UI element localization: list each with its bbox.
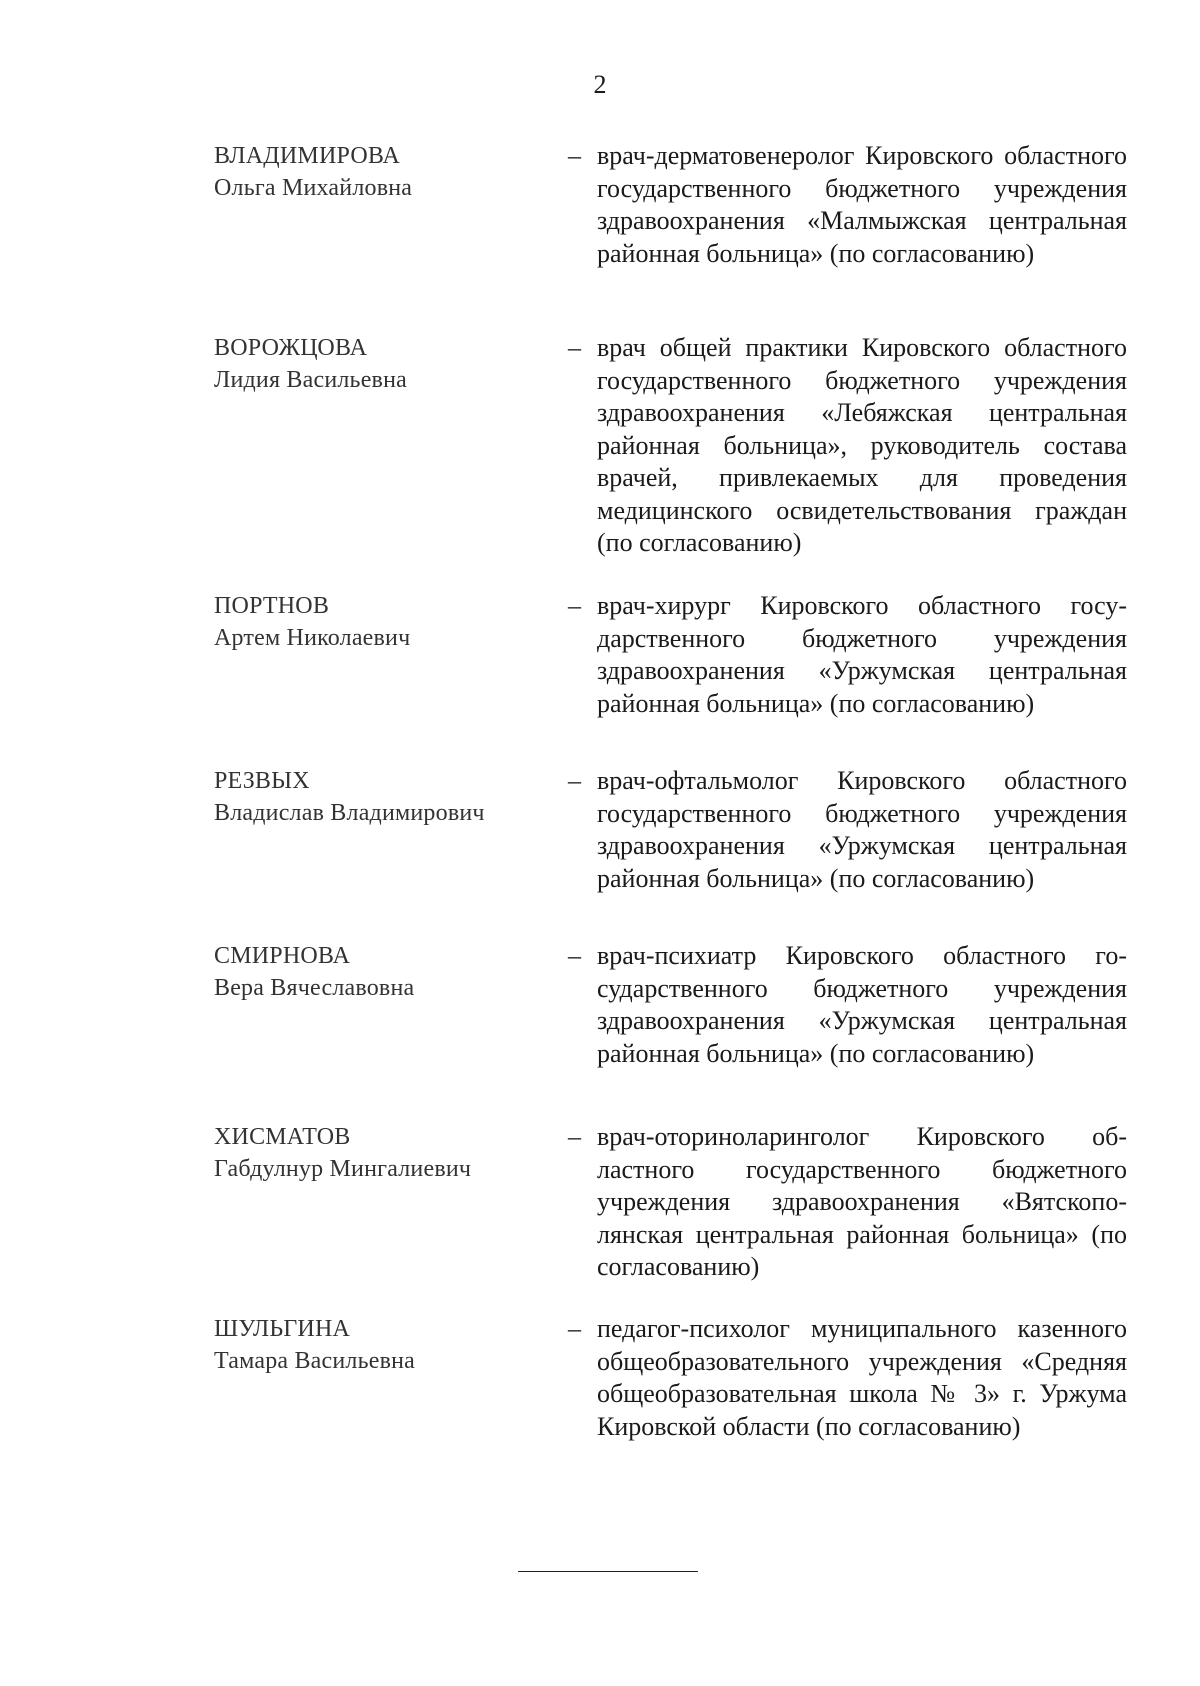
member-name	[214, 140, 544, 204]
member-surname: СМИРНОВА	[214, 943, 351, 969]
member-surname: ШУЛЬГИНА	[214, 1316, 351, 1342]
member-surname: ВОРОЖЦОВА	[214, 335, 368, 361]
member-description: врач-офтальмолог Кировского областного государственного бюджетного учреждения здравоохранения «Уржумская центральная районная больница» (по согласованию)	[597, 766, 1127, 893]
member-description: врач общей практики Кировского областного государственного бюджетного учреждения здравоохранения «Лебяжская центральная районная больница», руководитель состава врачей, привлекаемых для проведения медицинского освидетельствования граждан (по согласованию)	[597, 333, 1127, 557]
member-given-name: Лидия Васильевна	[214, 367, 407, 393]
dash-separator: –	[568, 941, 581, 970]
member-given-name: Ольга Михайловна	[214, 175, 413, 201]
member-description: педагог-психолог муниципального казенного общеобразовательного учреждения «Средняя общеобразовательная школа № 3» г. Уржума Кировской области (по согласованию)	[597, 1314, 1127, 1441]
dash-separator: –	[568, 766, 581, 795]
member-name	[214, 765, 544, 829]
member-given-name: Габдулнур Мингалиевич	[214, 1156, 472, 1182]
member-given-name: Владислав Владимирович	[214, 800, 485, 826]
member-description: врач-хирург Кировского областного государственного бюджетного учреждения здравоохранения «Уржумская центральная районная больница» (по согласованию)	[597, 591, 1127, 718]
member-name	[214, 332, 544, 396]
member-name	[214, 590, 544, 654]
dash-separator: –	[568, 1314, 581, 1343]
member-given-name: Тамара Васильевна	[214, 1348, 416, 1374]
page-number: 2	[593, 70, 607, 99]
member-given-name: Вера Вячеславовна	[214, 975, 415, 1001]
dash-separator: –	[568, 141, 581, 170]
member-description: врач-дерматовенеролог Кировского областного государственного бюджетного учреждения здравоохранения «Малмыжская центральная районная больница» (по согласованию)	[597, 141, 1127, 268]
member-name	[214, 1121, 544, 1185]
member-name	[214, 1313, 544, 1377]
dash-separator: –	[568, 1122, 581, 1151]
member-surname: ХИСМАТОВ	[214, 1124, 351, 1150]
member-surname: ВЛАДИМИРОВА	[214, 143, 401, 169]
closing-rule	[518, 1571, 698, 1572]
member-given-name: Артем Николаевич	[214, 625, 411, 651]
dash-separator: –	[568, 591, 581, 620]
member-surname: РЕЗВЫХ	[214, 768, 310, 794]
dash-separator: –	[568, 333, 581, 362]
member-description: врач-оториноларинголог Кировского областного государственного бюджетного учреждения здравоохранения «Вятскополянская центральная районная больница» (по согласованию)	[597, 1122, 1127, 1281]
member-surname: ПОРТНОВ	[214, 593, 330, 619]
member-name	[214, 940, 544, 1004]
member-description: врач-психиатр Кировского областного государственного бюджетного учреждения здравоохранения «Уржумская центральная районная больница» (по согласованию)	[597, 941, 1127, 1068]
